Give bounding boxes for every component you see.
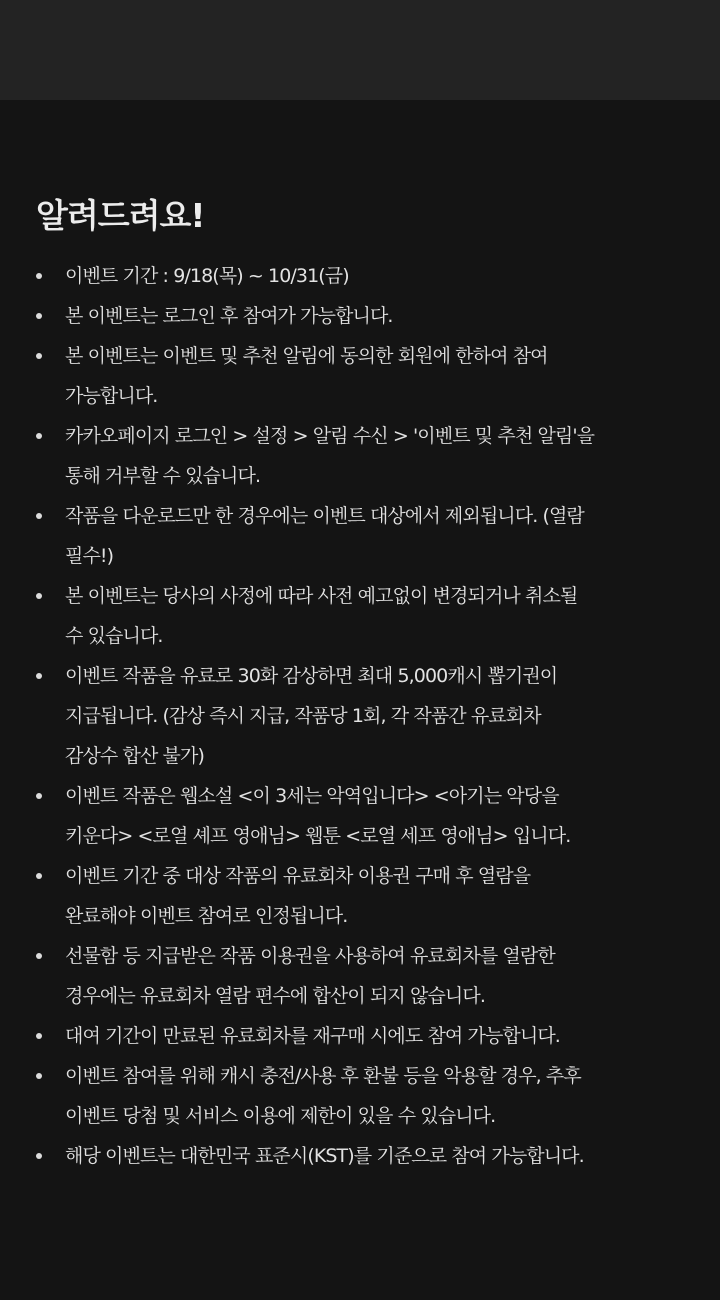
notice-item [0,1016,720,1056]
notice-line: 이벤트 기간 중 대상 작품의 유료회차 이용권 구매 후 열람을 [65,865,531,887]
notice-line: 이벤트 기간 : 9/18(목) ~ 10/31(금) [65,265,349,287]
notice-item [0,496,720,576]
event-notice-section [0,100,720,1300]
bullet-icon [36,953,42,959]
notice-item [0,256,720,296]
notice-line: 선물함 등 지급받은 작품 이용권을 사용하여 유료회차를 열람한 [65,945,555,967]
bullet-icon [36,1153,42,1159]
notice-line: 수 있습니다. [65,625,163,647]
bullet-icon [36,873,42,879]
notice-line: 지급됩니다. (감상 즉시 지급, 작품당 1회, 각 작품간 유료회차 [65,705,541,727]
notice-item [0,656,720,776]
notice-line: 통해 거부할 수 있습니다. [65,465,261,487]
notice-item [0,776,720,856]
notice-line: 이벤트 작품은 웹소설 <이 3세는 악역입니다> <아기는 악당을 [65,785,559,807]
notice-item [0,576,720,656]
notice-item-text [65,1016,720,1056]
notice-line: 작품을 다운로드만 한 경우에는 이벤트 대상에서 제외됩니다. (열람 [65,505,584,527]
notice-line: 대여 기간이 만료된 유료회차를 재구매 시에도 참여 가능합니다. [65,1025,560,1047]
notice-title: 알려드려요! [36,196,205,235]
bullet-icon [36,433,42,439]
notice-line: 본 이벤트는 당사의 사정에 따라 사전 예고없이 변경되거나 취소될 [65,585,578,607]
notice-item [0,856,720,936]
notice-item-text [65,576,720,656]
top-bar [0,0,720,100]
notice-item-text [65,336,720,416]
notice-item-text [65,1136,720,1176]
bullet-icon [36,593,42,599]
notice-list [0,256,720,1176]
bullet-icon [36,673,42,679]
bullet-icon [36,1073,42,1079]
notice-line: 이벤트 작품을 유료로 30화 감상하면 최대 5,000캐시 뽑기권이 [65,665,558,687]
notice-item [0,936,720,1016]
notice-line: 가능합니다. [65,385,158,407]
notice-line: 완료해야 이벤트 참여로 인정됩니다. [65,905,348,927]
notice-item-text [65,296,720,336]
notice-item-text [65,856,720,936]
notice-line: 이벤트 당첨 및 서비스 이용에 제한이 있을 수 있습니다. [65,1105,496,1127]
notice-item [0,416,720,496]
notice-line: 본 이벤트는 이벤트 및 추천 알림에 동의한 회원에 한하여 참여 [65,345,548,367]
notice-line: 감상수 합산 불가) [65,745,204,767]
notice-item-text [65,656,720,776]
notice-line: 카카오페이지 로그인 > 설정 > 알림 수신 > '이벤트 및 추천 알림'을 [65,425,595,447]
notice-item-text [65,256,720,296]
notice-line: 본 이벤트는 로그인 후 참여가 가능합니다. [65,305,393,327]
bullet-icon [36,353,42,359]
bullet-icon [36,513,42,519]
notice-item-text [65,1056,720,1136]
notice-line: 필수!) [65,545,114,567]
notice-line: 이벤트 참여를 위해 캐시 충전/사용 후 환불 등을 악용할 경우, 추후 [65,1065,581,1087]
notice-item [0,336,720,416]
notice-item-text [65,776,720,856]
notice-item-text [65,936,720,1016]
notice-line: 키운다> <로열 셰프 영애님> 웹툰 <로열 세프 영애님> 입니다. [65,825,571,847]
notice-line: 경우에는 유료회차 열람 편수에 합산이 되지 않습니다. [65,985,485,1007]
bullet-icon [36,313,42,319]
bullet-icon [36,793,42,799]
notice-line: 해당 이벤트는 대한민국 표준시(KST)를 기준으로 참여 가능합니다. [65,1145,584,1167]
bullet-icon [36,1033,42,1039]
notice-item-text [65,416,720,496]
notice-item [0,1056,720,1136]
notice-item [0,296,720,336]
notice-item-text [65,496,720,576]
notice-item [0,1136,720,1176]
bullet-icon [36,273,42,279]
